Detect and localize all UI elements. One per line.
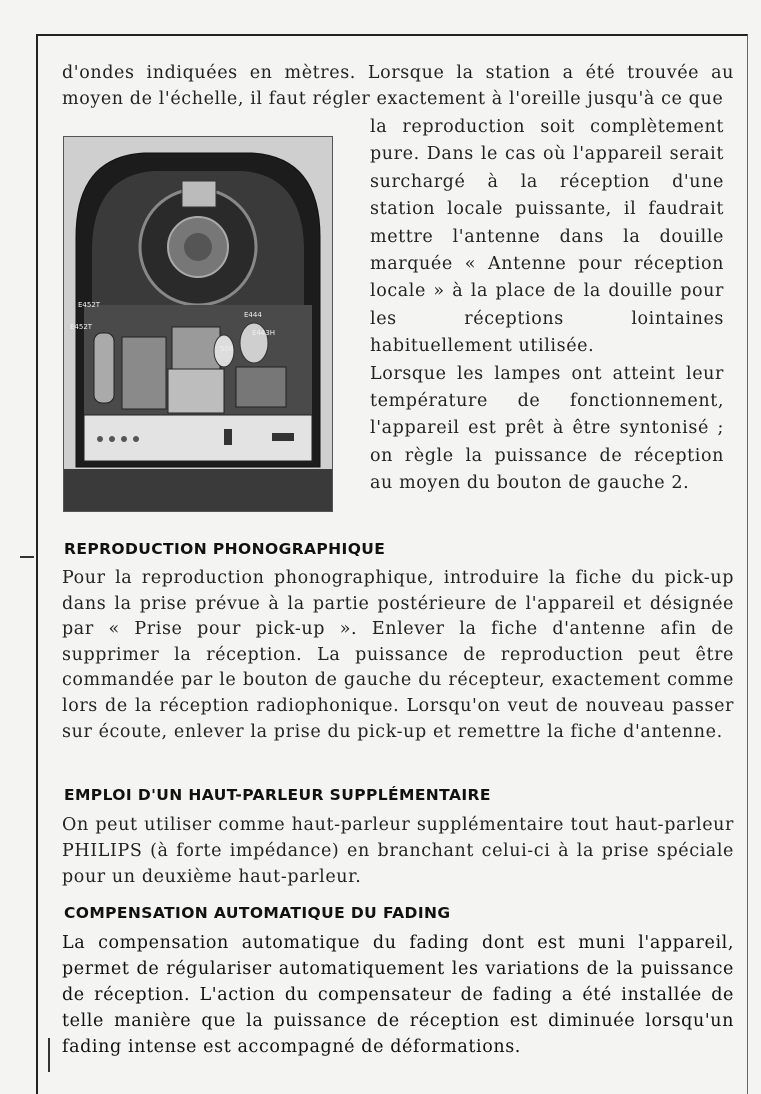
section-body-phono [62,566,734,745]
tube-label: E444 [244,311,262,319]
radio-chassis-photo [63,136,333,512]
section-text: Pour la reproduction phonographique, introduire la fiche du pick-up dans la prise prévue à la partie postérieure de l'appareil et désignée par « Prise pour pick-up ». Enlever la fiche d'antenne afin de supprimer la réception. La puissance de reproduction peut être commandée par le bouton de gauche du récepteur, exactement comme lors de la réception radiophonique. Lorsqu'on veut de nouveau passer sur écoute, enlever la prise du pick-up et remettre la fiche d'antenne. [62,568,734,742]
section-heading-speaker: EMPLOI D'UN HAUT-PARLEUR SUPPLÉMENTAIRE [64,786,491,804]
section-text: On peut utiliser comme haut-parleur supplémentaire tout haut-parleur PHILIPS (à forte impédance) en branchant celui-ci à la prise spéciale pour un deuxième haut-parleur. [62,815,734,887]
wrap-paragraph-2: Lorsque les lampes ont atteint leur température de fonctionnement, l'appareil est prêt à être syntonisé ; on règle la puissance de réception au moyen du bouton de gauche 2. [370,363,724,494]
section-body-fading [62,930,734,1060]
section-text: La compensation automatique du fading dont est muni l'appareil, permet de régulariser automatiquement les variations de la puissance de réception. L'action du compensateur de fading a été installée de telle manière que la puissance de réception est diminuée lorsqu'un fading intense est accompagné de déformations. [62,933,734,1057]
margin-mark [20,556,34,558]
tube-label: E443H [252,329,276,337]
section-body-speaker [62,812,734,890]
tube-label: 506 [220,345,234,353]
tube-label: E452T [70,323,93,331]
tube-label: E452T [78,301,101,309]
chassis-illustration [64,137,332,511]
intro-paragraph [62,60,734,112]
wrap-paragraph-1: la reproduction soit complètement pure. Dans le cas où l'appareil serait surchargé à la réception d'une station locale puissante, il faudrait mettre l'antenne dans la douille marquée « Antenne pour réception locale » à la place de la douille pour les réceptions lointaines habituellement utilisée. [370,117,724,357]
intro-text: d'ondes indiquées en mètres. Lorsque la station a été trouvée au moyen de l'échelle, il faut régler exactement à l'oreille jusqu'à ce que [62,63,734,109]
section-heading-phono: REPRODUCTION PHONOGRAPHIQUE [64,540,386,558]
section-heading-fading: COMPENSATION AUTOMATIQUE DU FADING [64,904,451,922]
margin-mark [48,1038,50,1072]
wrap-text-block [370,114,724,498]
